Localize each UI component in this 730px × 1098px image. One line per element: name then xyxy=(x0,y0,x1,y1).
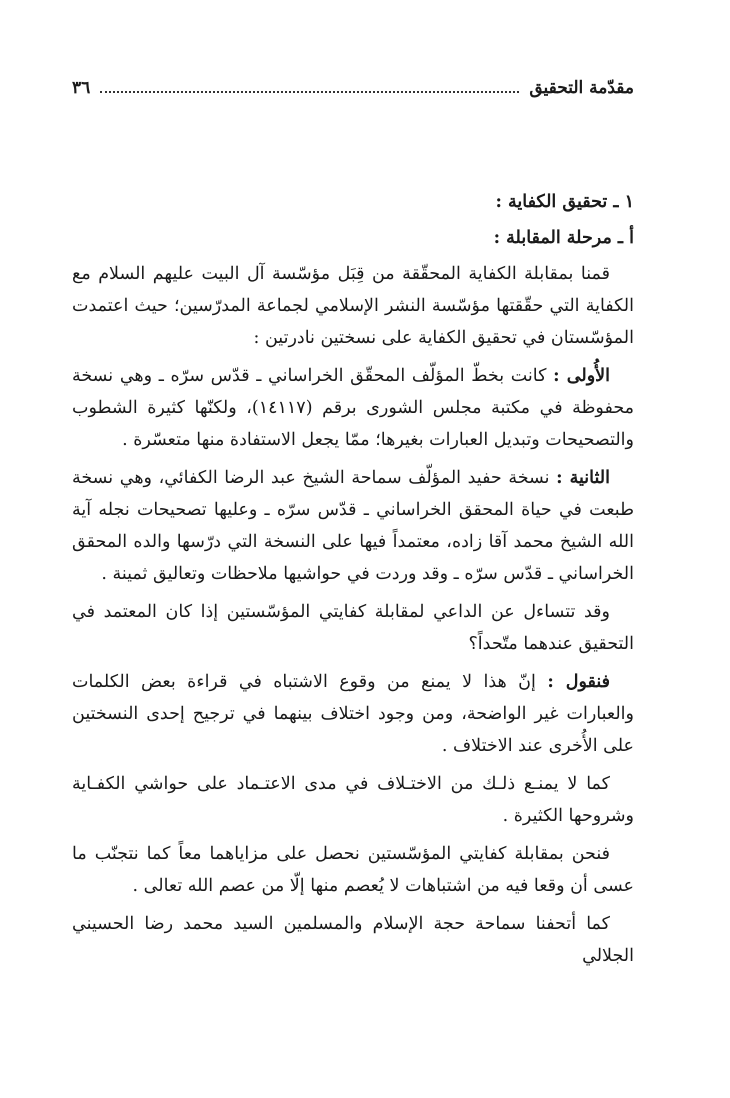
paragraph-commentaries: كما لا يمنـع ذلـك من الاختـلاف في مدى الاعتـماد على حواشي الكفـاية وشروحها الكثيرة . xyxy=(72,774,634,826)
paragraph-lead: فنقول : xyxy=(547,672,610,692)
paragraph-first-copy xyxy=(72,360,634,456)
section-title: مقدّمة التحقيق xyxy=(529,78,634,98)
heading-level-1: ١ ـ تحقيق الكفاية : xyxy=(495,192,634,212)
paragraph-text: كانت بخطّ المؤلّف المحقّق الخراساني ـ قدّس سرّه ـ وهي نسخة محفوظة في مكتبة مجلس الشورى برقم (١٤١١٧)، ولكنّها كثيرة الشطوب والتصحيحات وتبديل العبارات بغيرها؛ ممّا يجعل الاستفادة منها متعسّرة . xyxy=(72,366,634,450)
heading-level-2: أ ـ مرحلة المقابلة : xyxy=(493,228,634,248)
paragraph-acknowledgement: كما أتحفنا سماحة حجة الإسلام والمسلمين السيد محمد رضا الحسيني الجلالي xyxy=(72,914,634,966)
header-dot-leader xyxy=(100,91,519,93)
page-number: ٣٦ xyxy=(72,78,91,98)
paragraph-lead: الأُولى : xyxy=(553,366,610,386)
paragraph-question: وقد تتساءل عن الداعي لمقابلة كفايتي المؤسّستين إذا كان المعتمد في التحقيق عندهما متّحداً؟ xyxy=(72,602,634,654)
paragraph-second-copy xyxy=(72,462,634,590)
paragraph-text: إنّ هذا لا يمنع من وقوع الاشتباه في قراءة بعض الكلمات والعبارات غير الواضحة، ومن وجود اختلاف بينهما في ترجيح إحدى النسختين على الأُخرى عند الاختلاف . xyxy=(72,672,634,756)
paragraph-text: نسخة حفيد المؤلّف سماحة الشيخ عبد الرضا الكفائي، وهي نسخة طبعت في حياة المحقق الخراساني ـ قدّس سرّه ـ وعليها تصحيحات نجله آية الله الشيخ محمد آقا زاده، معتمداً فيها على النسخة التي درّسها والده المحقق الخراساني ـ قدّس سرّه ـ وقد وردت في حواشيها ملاحظات وتعاليق ثمينة . xyxy=(72,468,634,584)
running-header xyxy=(72,78,634,98)
paragraph-intro: قمنا بمقابلة الكفاية المحقّقة من قِبَل مؤسّسة آل البيت عليهم السلام مع الكفاية التي حقّقتها مؤسّسة النشر الإسلامي لجماعة المدرّسين؛ حيث اعتمدت المؤسّستان في تحقيق الكفاية على نسختين نادرتين : xyxy=(72,264,634,348)
paragraph-lead: الثانية : xyxy=(556,468,610,488)
paragraph-benefits: فنحن بمقابلة كفايتي المؤسّستين نحصل على مزاياهما معاً كما نتجنّب ما عسى أن وقعا فيه من اشتباهات لا يُعصم منها إلّا من عصم الله تعالى . xyxy=(72,844,634,896)
paragraph-answer xyxy=(72,666,634,762)
body-text xyxy=(72,186,634,978)
